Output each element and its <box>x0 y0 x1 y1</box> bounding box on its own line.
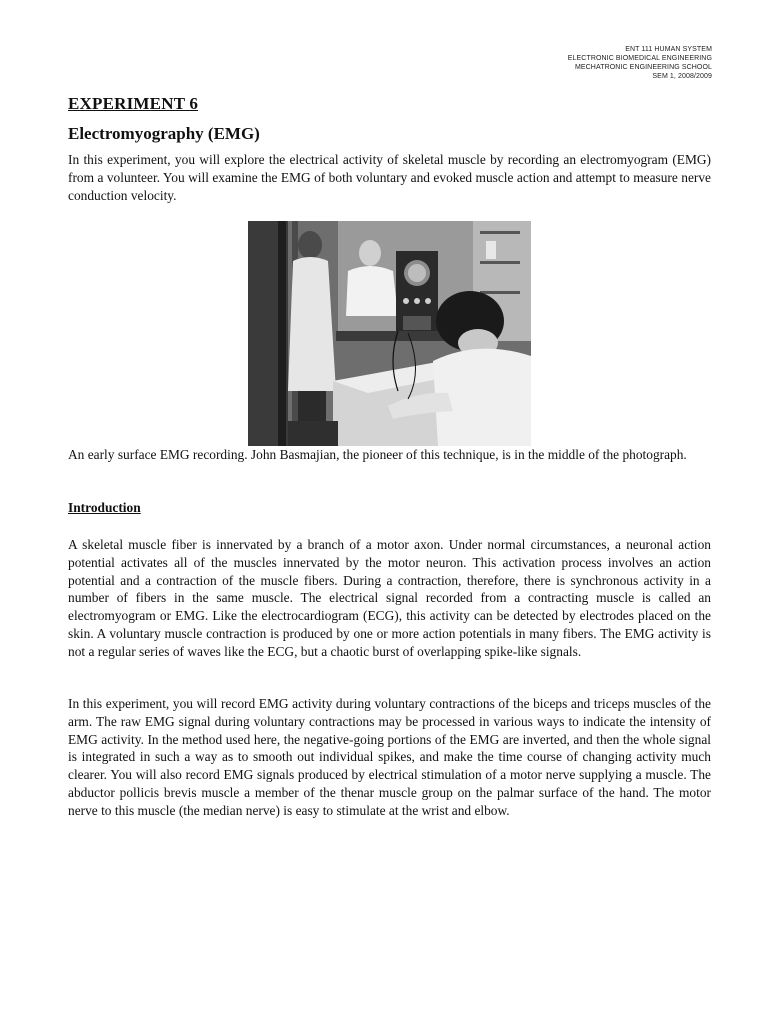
intro-paragraph: In this experiment, you will explore the electrical activity of skeletal muscle by recording an electromyogram (EMG) from a volunteer. You will examine the EMG of both voluntary and evoked muscle action and attempt to measure nerve conduction velocity. <box>68 152 711 203</box>
emg-recording-photo <box>248 221 531 446</box>
experiment-title: EXPERIMENT 6 <box>68 94 199 113</box>
header-line: MECHATRONIC ENGINEERING SCHOOL <box>574 64 712 71</box>
course-header <box>568 45 712 81</box>
introduction-paragraph: A skeletal muscle fiber is innervated by a branch of a motor axon. Under normal circumstances, a neuronal action potential activates all of the muscles innervated by the motor neuron. This activation process involves an action potential and a contraction of the muscle fibers. During a contraction, therefore, there is synchronous activity in a number of fibers in the same muscle. The electrical signal recorded from a contracting muscle is called an electromyogram or EMG. Like the electrocardiogram (ECG), this activity can be detected by electrodes placed on the skin. A voluntary muscle contraction is produced by one or more action potentials in many fibers. The EMG activity is not a regular series of waves like the ECG, but a chaotic burst of overlapping spike-like signals. <box>68 537 711 659</box>
header-line: ELECTRONIC BIOMEDICAL ENGINEERING <box>567 55 712 62</box>
figure-caption: An early surface EMG recording. John Basmajian, the pioneer of this technique, is in the middle of the photograph. <box>68 447 687 462</box>
experiment-subtitle: Electromyography (EMG) <box>68 124 260 143</box>
introduction-paragraph: In this experiment, you will record EMG activity during voluntary contractions of the biceps and triceps muscles of the arm. The raw EMG signal during voluntary contractions may be processed in various ways to indicate the intensity of EMG activity. In the method used here, the negative-going portions of the EMG are inverted, and then the whole signal is integrated in such a way as to smooth out individual spikes, and make the time course of changing activity much clearer. You will also record EMG signals produced by electrical stimulation of a motor nerve supplying a muscle. The abductor pollicis brevis muscle a member of the thenar muscle group on the palmar surface of the hand. The motor nerve to this muscle (the median nerve) is easy to stimulate at the wrist and elbow. <box>68 696 711 818</box>
section-heading-introduction: Introduction <box>68 500 141 515</box>
header-line: SEM 1, 2008/2009 <box>652 73 712 80</box>
header-line: ENT 111 HUMAN SYSTEM <box>625 46 712 53</box>
